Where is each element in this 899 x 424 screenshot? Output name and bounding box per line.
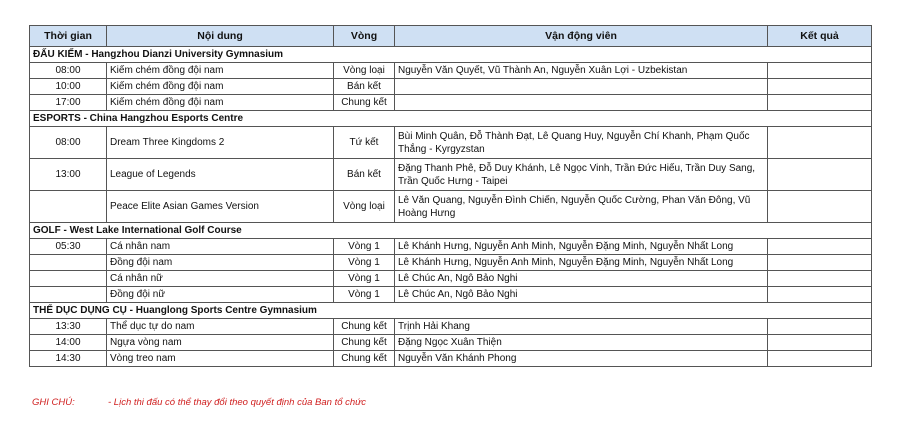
cell-event: Vòng treo nam <box>107 351 334 367</box>
cell-event: Peace Elite Asian Games Version <box>107 191 334 223</box>
header-result: Kết quả <box>768 26 872 47</box>
cell-time: 08:00 <box>30 127 107 159</box>
cell-result <box>768 271 872 287</box>
cell-round: Vòng 1 <box>334 287 395 303</box>
cell-event: Cá nhân nam <box>107 239 334 255</box>
cell-result <box>768 159 872 191</box>
cell-result <box>768 127 872 159</box>
table-row <box>30 319 872 335</box>
cell-round: Bán kết <box>334 79 395 95</box>
table-row <box>30 271 872 287</box>
table-row <box>30 287 872 303</box>
cell-round: Bán kết <box>334 159 395 191</box>
cell-event: Thể dục tự do nam <box>107 319 334 335</box>
header-time: Thời gian <box>30 26 107 47</box>
cell-time <box>30 287 107 303</box>
cell-athletes: Lê Văn Quang, Nguyễn Đình Chiến, Nguyễn Quốc Cường, Phan Văn Đông, Vũ Hoàng Hưng <box>395 191 768 223</box>
table-row <box>30 159 872 191</box>
cell-athletes: Bùi Minh Quân, Đỗ Thành Đạt, Lê Quang Huy, Nguyễn Chí Khanh, Phạm Quốc Thắng - Kyrgyzstan <box>395 127 768 159</box>
cell-round: Vòng 1 <box>334 271 395 287</box>
cell-time: 08:00 <box>30 63 107 79</box>
section-title: GOLF - West Lake International Golf Course <box>30 223 872 239</box>
cell-athletes: Lê Chúc An, Ngô Bảo Nghi <box>395 287 768 303</box>
cell-round: Vòng loại <box>334 63 395 79</box>
cell-round: Vòng loại <box>334 191 395 223</box>
cell-event: League of Legends <box>107 159 334 191</box>
section-row <box>30 223 872 239</box>
cell-time: 14:00 <box>30 335 107 351</box>
schedule-table <box>29 25 872 367</box>
cell-time: 10:00 <box>30 79 107 95</box>
section-title: THỂ DỤC DỤNG CỤ - Huanglong Sports Centre Gymnasium <box>30 303 872 319</box>
cell-time <box>30 271 107 287</box>
table-row <box>30 255 872 271</box>
cell-result <box>768 287 872 303</box>
cell-event: Kiếm chém đồng đội nam <box>107 79 334 95</box>
cell-event: Đồng đội nữ <box>107 287 334 303</box>
cell-time <box>30 255 107 271</box>
cell-event: Cá nhân nữ <box>107 271 334 287</box>
table-row <box>30 63 872 79</box>
header-content: Nội dung <box>107 26 334 47</box>
cell-athletes: Đặng Ngọc Xuân Thiện <box>395 335 768 351</box>
cell-athletes: Lê Khánh Hưng, Nguyễn Anh Minh, Nguyễn Đặng Minh, Nguyễn Nhất Long <box>395 239 768 255</box>
table-row <box>30 335 872 351</box>
table-row <box>30 239 872 255</box>
cell-time: 14:30 <box>30 351 107 367</box>
section-row <box>30 111 872 127</box>
cell-athletes: Lê Chúc An, Ngô Bảo Nghi <box>395 271 768 287</box>
cell-round: Tứ kết <box>334 127 395 159</box>
cell-round: Vòng 1 <box>334 255 395 271</box>
table-row <box>30 127 872 159</box>
cell-time: 13:30 <box>30 319 107 335</box>
table-header-row <box>30 26 872 47</box>
note-text: - Lịch thi đấu có thể thay đổi theo quyết định của Ban tổ chức <box>108 397 366 408</box>
cell-time <box>30 191 107 223</box>
cell-round: Chung kết <box>334 319 395 335</box>
cell-athletes: Đặng Thanh Phê, Đỗ Duy Khánh, Lê Ngọc Vinh, Trần Đức Hiếu, Trần Duy Sang, Trần Quốc Hưng - Taipei <box>395 159 768 191</box>
cell-athletes: Lê Khánh Hưng, Nguyễn Anh Minh, Nguyễn Đặng Minh, Nguyễn Nhất Long <box>395 255 768 271</box>
cell-result <box>768 239 872 255</box>
cell-result <box>768 191 872 223</box>
cell-time: 17:00 <box>30 95 107 111</box>
table-row <box>30 95 872 111</box>
cell-result <box>768 95 872 111</box>
cell-result <box>768 255 872 271</box>
table-row <box>30 79 872 95</box>
header-athletes: Vận động viên <box>395 26 768 47</box>
cell-result <box>768 319 872 335</box>
cell-result <box>768 351 872 367</box>
cell-round: Vòng 1 <box>334 239 395 255</box>
cell-athletes: Nguyễn Văn Quyết, Vũ Thành An, Nguyễn Xuân Lợi - Uzbekistan <box>395 63 768 79</box>
cell-event: Ngựa vòng nam <box>107 335 334 351</box>
section-row <box>30 303 872 319</box>
cell-time: 05:30 <box>30 239 107 255</box>
cell-event: Kiếm chém đồng đội nam <box>107 95 334 111</box>
cell-event: Dream Three Kingdoms 2 <box>107 127 334 159</box>
cell-event: Đồng đội nam <box>107 255 334 271</box>
table-row <box>30 351 872 367</box>
cell-result <box>768 63 872 79</box>
cell-round: Chung kết <box>334 95 395 111</box>
section-title: ĐẤU KIẾM - Hangzhou Dianzi University Gymnasium <box>30 47 872 63</box>
header-round: Vòng <box>334 26 395 47</box>
section-row <box>30 47 872 63</box>
table-row <box>30 191 872 223</box>
cell-athletes: Trịnh Hải Khang <box>395 319 768 335</box>
cell-event: Kiếm chém đồng đội nam <box>107 63 334 79</box>
section-title: ESPORTS - China Hangzhou Esports Centre <box>30 111 872 127</box>
note-label: GHI CHÚ: <box>32 397 75 408</box>
cell-athletes: Nguyễn Văn Khánh Phong <box>395 351 768 367</box>
cell-time: 13:00 <box>30 159 107 191</box>
cell-athletes <box>395 79 768 95</box>
cell-result <box>768 79 872 95</box>
cell-athletes <box>395 95 768 111</box>
cell-round: Chung kết <box>334 335 395 351</box>
cell-round: Chung kết <box>334 351 395 367</box>
cell-result <box>768 335 872 351</box>
